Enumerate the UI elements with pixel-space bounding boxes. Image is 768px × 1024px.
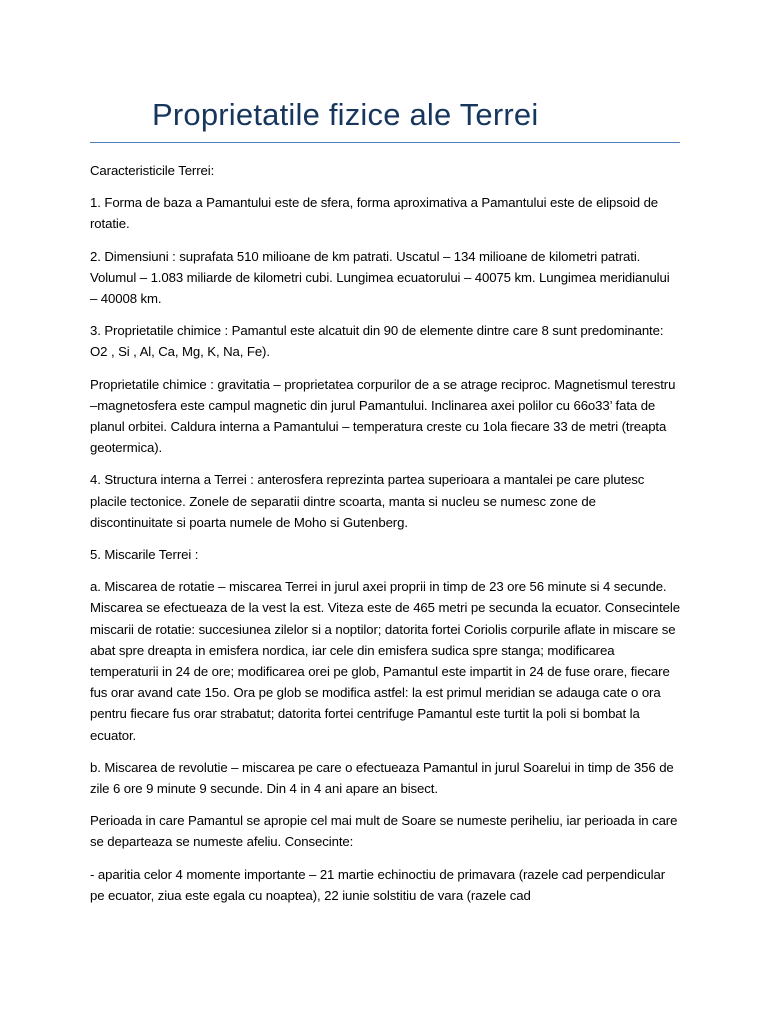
document-body bbox=[90, 160, 680, 917]
paragraph: Proprietatile chimice : gravitatia – proprietatea corpurilor de a se atrage reciproc. Magnetismul terestru –magnetosfera este campul magnetic din jurul Pamantului. Inclinarea axei polilor cu 66o33’ fata de planul orbitei. Caldura interna a Pamantului – temperatura creste cu 1ola fiecare 33 de metri (treapta geotermica). bbox=[90, 376, 676, 456]
document-title: Proprietatile fizice ale Terrei bbox=[152, 97, 539, 132]
title-divider bbox=[90, 142, 680, 143]
paragraph: - aparitia celor 4 momente importante – 21 martie echinoctiu de primavara (razele cad perpendicular pe ecuator, ziua este egala cu noaptea), 22 iunie solstitiu de vara (razele cad bbox=[90, 866, 666, 903]
paragraph: b. Miscarea de revolutie – miscarea pe care o efectueaza Pamantul in jurul Soarelui in timp de 356 de zile 6 ore 9 minute 9 secunde. Din 4 in 4 ani apare an bisect. bbox=[90, 759, 674, 797]
section-heading: Caracteristicile Terrei: bbox=[90, 163, 215, 178]
paragraph: 4. Structura interna a Terrei : anterosfera reprezinta partea superioara a mantalei pe care plutesc placile tectonice. Zonele de separatii dintre scoarta, manta si nucleu se numesc zone de discontinuitate si poarta numele de Moho si Gutenberg. bbox=[90, 472, 645, 530]
paragraph: 1. Forma de baza a Pamantului este de sfera, forma aproximativa a Pamantului este de elipsoid de rotatie. bbox=[90, 195, 659, 232]
paragraph: Perioada in care Pamantul se apropie cel mai mult de Soare se numeste periheliu, iar perioada in care se departeaza se numeste afeliu. Consecinte: bbox=[90, 813, 678, 850]
section-heading: 5. Miscarile Terrei : bbox=[90, 547, 199, 563]
paragraph: 3. Proprietatile chimice : Pamantul este alcatuit din 90 de elemente dintre care 8 sunt predominante: O2 , Si , Al, Ca, Mg, K, Na, Fe). bbox=[90, 323, 664, 360]
paragraph: a. Miscarea de rotatie – miscarea Terrei in jurul axei proprii in timp de 23 ore 56 minute si 4 secunde. Miscarea se efectueaza de la vest la est. Viteza este de 465 metri pe secunda la ecuator. Consecintele miscarii de rotatie: succesiunea zilelor si a noptilor; datorita fortei Coriolis corpurile aflate in miscare se abat spre dreapta in emisfera nordica, iar cele din emisfera sudica spre stanga; modificarea temperaturii in 24 de ore; modificarea orei pe glob, Pamantul este impartit in 24 de fuse orare, fiecare fus orar avand cate 15o. Ora pe glob se modifica astfel: la est primul meridian se adauga cate o ora pentru fiecare fus orar strabatut; datorita fortei centrifuge Pamantul este turtit la poli si bombat la ecuator. bbox=[90, 579, 680, 743]
paragraph: 2. Dimensiuni : suprafata 510 milioane de km patrati. Uscatul – 134 milioane de kilometri patrati. Volumul – 1.083 miliarde de kilometri cubi. Lungimea ecuatorului – 40075 km. Lungimea meridianului – 40008 km. bbox=[90, 248, 670, 307]
